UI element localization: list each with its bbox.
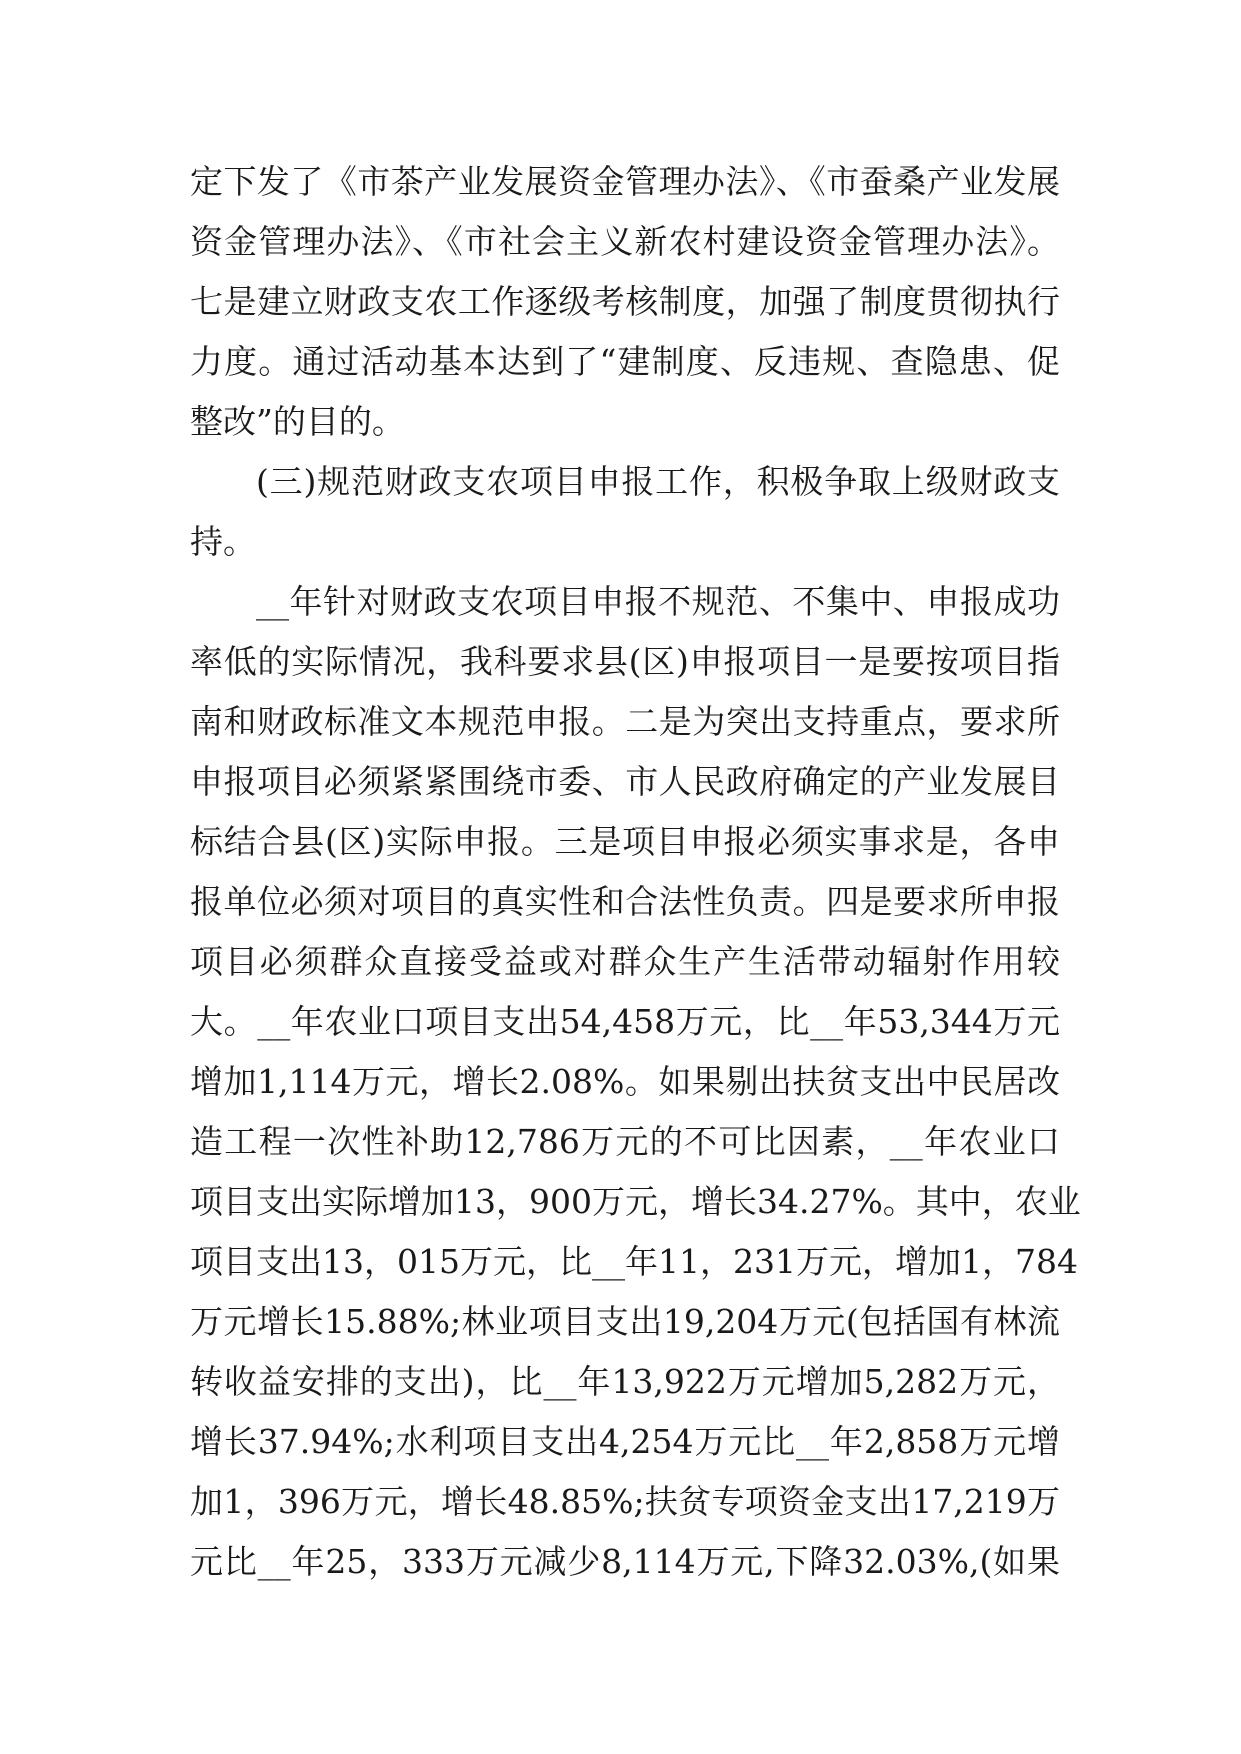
text-line: 率低的实际情况，我科要求县(区)申报项目一是要按项目指: [190, 642, 1060, 681]
text-line: 申报项目必须紧紧围绕市委、市人民政府确定的产业发展目: [190, 762, 1060, 801]
text-line: 七是建立财政支农工作逐级考核制度，加强了制度贯彻执行: [190, 282, 1060, 321]
text-line: 定下发了《市茶产业发展资金管理办法》、《市蚕桑产业发展: [190, 162, 1060, 201]
text-line: __年针对财政支农项目申报不规范、不集中、申报成功: [256, 582, 1060, 621]
text-line: 项目支出13，015万元，比__年11，231万元，增加1，784: [190, 1242, 1078, 1281]
text-line: 项目支出实际增加13，900万元，增长34.27%。其中，农业: [190, 1182, 1081, 1221]
text-line: 加1，396万元，增长48.85%;扶贫专项资金支出17,219万: [190, 1482, 1060, 1521]
text-line: 力度。通过活动基本达到了“建制度、反违规、查隐患、促: [190, 342, 1060, 381]
text-line: 南和财政标准文本规范申报。二是为突出支持重点，要求所: [190, 702, 1060, 741]
document-body: [190, 152, 1081, 1592]
paragraph-2: [190, 452, 1060, 572]
text-line: 资金管理办法》、《市社会主义新农村建设资金管理办法》。: [190, 222, 1060, 261]
text-line: 造工程一次性补助12,786万元的不可比因素，__年农业口: [190, 1122, 1060, 1161]
section-heading-line: (三)规范财政支农项目申报工作，积极争取上级财政支: [256, 462, 1060, 501]
section-heading-line: 持。: [190, 522, 256, 561]
text-line: 标结合县(区)实际申报。三是项目申报必须实事求是，各申: [190, 822, 1060, 861]
paragraph-1: [190, 152, 1060, 452]
text-line: 报单位必须对项目的真实性和合法性负责。四是要求所申报: [190, 882, 1060, 921]
text-line: 项目必须群众直接受益或对群众生产生活带动辐射作用较: [190, 942, 1060, 981]
text-line: 整改”的目的。: [190, 402, 405, 441]
text-line: 万元增长15.88%;林业项目支出19,204万元(包括国有林流: [190, 1302, 1060, 1341]
text-line: 大。__年农业口项目支出54,458万元，比__年53,344万元: [190, 1002, 1060, 1041]
text-line: 增长37.94%;水利项目支出4,254万元比__年2,858万元增: [190, 1422, 1060, 1461]
paragraph-3: [190, 572, 1081, 1592]
text-line: 元比__年25，333万元减少8,114万元,下降32.03%,(如果: [190, 1542, 1060, 1581]
text-line: 转收益安排的支出)，比__年13,922万元增加5,282万元，: [190, 1362, 1060, 1401]
text-line: 增加1,114万元，增长2.08%。如果剔出扶贫支出中民居改: [190, 1062, 1060, 1101]
